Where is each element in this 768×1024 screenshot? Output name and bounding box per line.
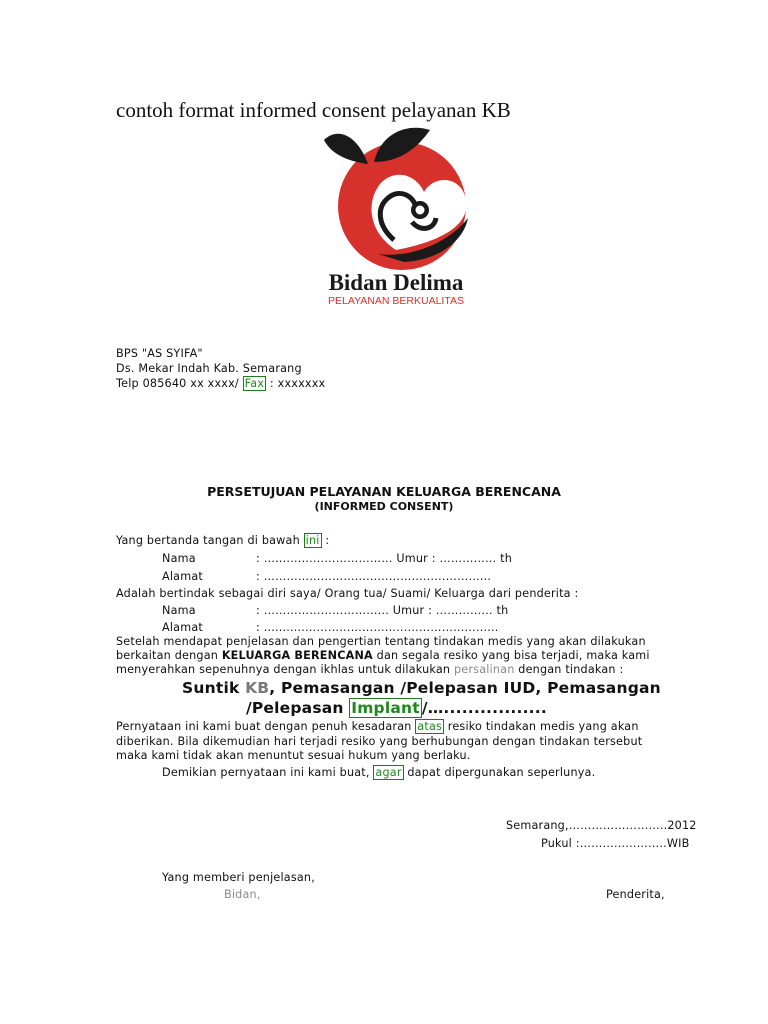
statement-line-4: Demikian pernyataan ini kami buat, agar dapat dipergunakan seperlunya.: [162, 766, 596, 779]
field2-nama-value: : …………………………… Umur : …………… th: [256, 604, 509, 617]
explain-line-1: Setelah mendapat penjelasan dan pengertian tentang tindakan medis yang akan dilakukan: [116, 635, 646, 648]
procedures-line-2: /Pelepasan Implant /….................: [246, 699, 547, 717]
acting-line: Adalah bertindak sebagai diri saya/ Orang tua/ Suami/ Keluarga dari penderita :: [116, 587, 579, 600]
logo-brand: Bidan Delima: [328, 270, 464, 295]
field2-alamat-label: Alamat: [162, 621, 203, 634]
explain-line-2: berkaitan dengan KELUARGA BERENCANA dan segala resiko yang bisa terjadi, maka kami: [116, 649, 650, 662]
explainer-label: Yang memberi penjelasan,: [162, 871, 315, 884]
statement-line-3: maka kami tidak akan menuntut sesuai hukum yang berlaku.: [116, 749, 471, 762]
logo-tagline: PELAYANAN BERKUALITAS: [328, 295, 464, 307]
patient-label: Penderita,: [606, 888, 665, 901]
field-nama-value: : …....……………………… Umur : …………… th: [256, 552, 513, 565]
midwife-label: Bidan,: [224, 888, 261, 901]
field-nama-label: Nama: [162, 552, 196, 565]
statement-line-2: diberikan. Bila dikemudian hari terjadi resiko yang berhubungan dengan tindakan tersebut: [116, 735, 643, 748]
fax-link[interactable]: Fax: [244, 377, 265, 390]
time-line: Pukul :…………………..WIB: [541, 837, 690, 850]
bidan-delima-logo: [316, 122, 476, 310]
ini-link[interactable]: ini: [305, 534, 320, 547]
place-date: Semarang,……………………..2012: [506, 819, 697, 832]
field2-alamat-value: : ...........…………………………………………...: [256, 621, 499, 634]
implant-link[interactable]: Implant: [351, 699, 420, 717]
explain-line-3: menyerahkan sepenuhnya dengan ikhlas untuk dilakukan persalinan dengan tindakan :: [116, 663, 624, 676]
procedures-line-1: Suntik KB, Pemasangan /Pelepasan IUD, Pemasangan: [182, 679, 661, 697]
field-alamat-label: Alamat: [162, 570, 203, 583]
atas-link[interactable]: atas: [417, 720, 443, 733]
clinic-address: Ds. Mekar Indah Kab. Semarang: [116, 362, 302, 375]
page-heading: contoh format informed consent pelayanan KB: [116, 98, 511, 122]
clinic-phone: Telp 085640 xx xxxx/ Fax : xxxxxxx: [116, 377, 326, 390]
intro-line: Yang bertanda tangan di bawah ini :: [116, 534, 330, 547]
field2-nama-label: Nama: [162, 604, 196, 617]
clinic-name: BPS "AS SYIFA": [116, 347, 203, 360]
field-alamat-value: : …………………......…………………………...: [256, 570, 492, 583]
document-subtitle: (INFORMED CONSENT): [314, 500, 454, 513]
statement-line-1: Pernyataan ini kami buat dengan penuh kesadaran atas resiko tindakan medis yang akan: [116, 720, 639, 733]
document-title: PERSETUJUAN PELAYANAN KELUARGA BERENCANA: [207, 484, 561, 499]
agar-link[interactable]: agar: [375, 766, 402, 779]
